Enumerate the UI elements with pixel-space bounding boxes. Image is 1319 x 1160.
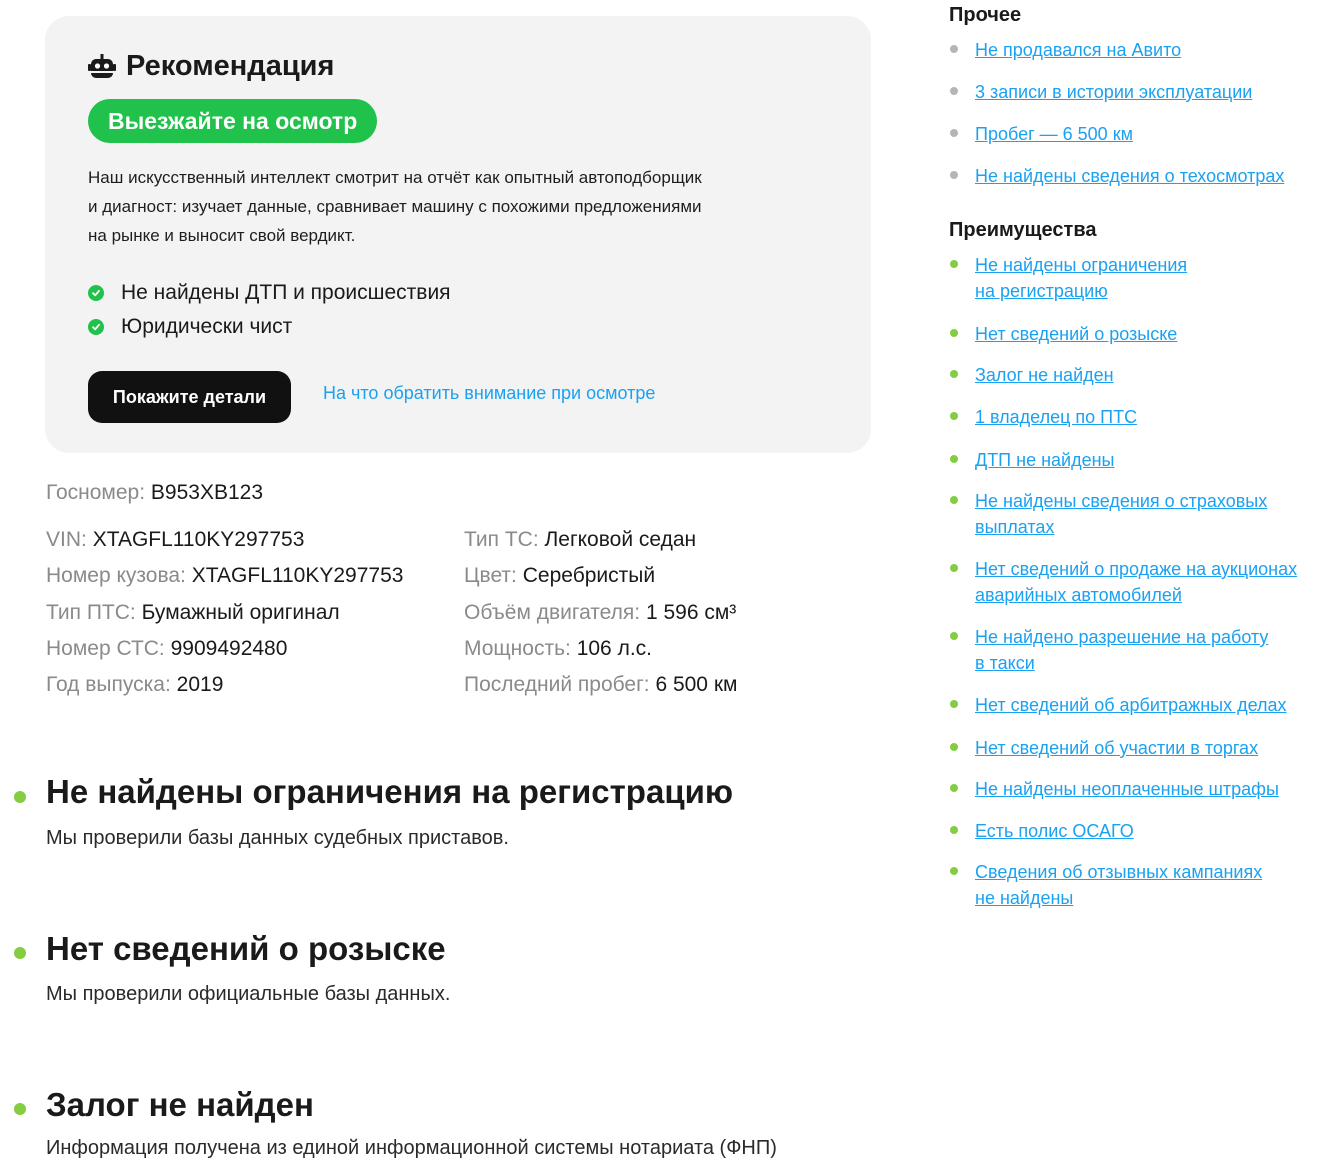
- section-desc-registration: Мы проверили базы данных судебных приставов.: [46, 827, 509, 849]
- sidebar-link-line: Нет сведений о продаже на аукционах: [975, 559, 1298, 579]
- sidebar-link-mileage[interactable]: Пробег — 6 500 км: [975, 124, 1133, 144]
- plate-value: В953ХВ123: [150, 481, 264, 504]
- year-row: [46, 673, 223, 697]
- recommendation-heading: [88, 50, 334, 83]
- sidebar-link-auctions[interactable]: [975, 556, 1297, 608]
- sidebar-bullet: [950, 260, 958, 268]
- check-circle-icon: [88, 319, 104, 335]
- section-desc-wanted: Мы проверили официальные базы данных.: [46, 983, 451, 1005]
- sidebar-bullet: [950, 87, 958, 95]
- section-desc-pledge: Информация получена из единой информационной системы нотариата (ФНП): [46, 1137, 777, 1159]
- color-row: [464, 564, 655, 588]
- check-item-label: Не найдены ДТП и происшествия: [121, 281, 451, 304]
- section-title-registration: Не найдены ограничения на регистрацию: [46, 773, 734, 810]
- field-label: VIN:: [46, 528, 87, 551]
- field-label: Объём двигателя:: [464, 601, 641, 624]
- check-item: [88, 310, 451, 344]
- sidebar-link-line: Не найдены ограничения: [975, 255, 1188, 275]
- sts-number-row: [46, 637, 287, 661]
- section-title-pledge: Залог не найден: [46, 1086, 314, 1123]
- field-value: Бумажный оригинал: [141, 601, 340, 624]
- sidebar-link-osago[interactable]: Есть полис ОСАГО: [975, 821, 1134, 841]
- field-value: 9909492480: [170, 637, 288, 660]
- robot-icon: [88, 53, 116, 81]
- field-label: Тип ПТС:: [46, 601, 136, 624]
- sidebar-link-insurance[interactable]: [975, 488, 1267, 540]
- field-label: Цвет:: [464, 564, 517, 587]
- field-label: Последний пробег:: [464, 673, 650, 696]
- sidebar-link-line: в такси: [975, 653, 1035, 673]
- sidebar-link-line: не найдены: [975, 888, 1074, 908]
- sidebar-link-recalls[interactable]: [975, 859, 1262, 911]
- sidebar-bullet: [950, 412, 958, 420]
- sidebar-link-pledge[interactable]: Залог не найден: [975, 365, 1114, 385]
- sidebar-bullet: [950, 496, 958, 504]
- sidebar-bullet: [950, 743, 958, 751]
- recommendation-card: [45, 16, 871, 453]
- sidebar-bullet: [950, 784, 958, 792]
- sidebar-advantages-heading: Преимущества: [949, 219, 1097, 241]
- field-value: XTAGFL110KY297753: [92, 528, 305, 551]
- description-line: на рынке и выносит свой вердикт.: [88, 226, 356, 245]
- field-value: 106 л.с.: [576, 637, 652, 660]
- sidebar-link-taxi[interactable]: [975, 624, 1268, 676]
- pts-type-row: [46, 601, 340, 625]
- section-bullet: [14, 791, 26, 803]
- sidebar-bullet: [950, 329, 958, 337]
- section-bullet: [14, 947, 26, 959]
- sidebar-bullet: [950, 632, 958, 640]
- field-label: Мощность:: [464, 637, 571, 660]
- description-line: Наш искусственный интеллект смотрит на отчёт как опытный автоподборщик: [88, 168, 702, 187]
- sidebar-link-wanted[interactable]: Нет сведений о розыске: [975, 324, 1178, 344]
- field-label: Год выпуска:: [46, 673, 171, 696]
- check-item-label: Юридически чист: [121, 315, 293, 338]
- sidebar-link-fines[interactable]: Не найдены неоплаченные штрафы: [975, 779, 1279, 799]
- sidebar-link-registration[interactable]: [975, 252, 1187, 304]
- sidebar-link-inspections[interactable]: Не найдены сведения о техосмотрах: [975, 166, 1285, 186]
- body-number-row: [46, 564, 403, 588]
- sidebar-bullet: [950, 171, 958, 179]
- section-title-wanted: Нет сведений о розыске: [46, 930, 446, 967]
- sidebar-link-line: Не найдены сведения о страховых: [975, 491, 1268, 511]
- plate-row: [46, 481, 263, 505]
- field-value: 2019: [176, 673, 224, 696]
- sidebar-bullet: [950, 129, 958, 137]
- sidebar-link-line: на регистрацию: [975, 281, 1108, 301]
- sidebar-link-line: выплатах: [975, 517, 1055, 537]
- recommendation-description: [88, 163, 828, 250]
- sidebar-link-accidents[interactable]: ДТП не найдены: [975, 450, 1115, 470]
- sidebar-bullet: [950, 45, 958, 53]
- field-value: XTAGFL110KY297753: [191, 564, 404, 587]
- section-bullet: [14, 1103, 26, 1115]
- field-label: Тип ТС:: [464, 528, 539, 551]
- sidebar-link-tenders[interactable]: Нет сведений об участии в торгах: [975, 738, 1259, 758]
- sidebar-link-line: аварийных автомобилей: [975, 585, 1182, 605]
- sidebar-link-arbitration[interactable]: Нет сведений об арбитражных делах: [975, 695, 1287, 715]
- sidebar-bullet: [950, 826, 958, 834]
- check-list: [88, 276, 451, 344]
- field-value: Серебристый: [522, 564, 656, 587]
- sidebar-other-heading: Прочее: [949, 4, 1022, 26]
- mileage-row: [464, 673, 737, 697]
- plate-label: Госномер:: [46, 481, 146, 504]
- sidebar-bullet: [950, 700, 958, 708]
- sidebar-link-line: Сведения об отзывных кампаниях: [975, 862, 1263, 882]
- sidebar-bullet: [950, 564, 958, 572]
- vehicle-type-row: [464, 528, 696, 552]
- sidebar-bullet: [950, 370, 958, 378]
- sidebar-bullet: [950, 455, 958, 463]
- sidebar-bullet: [950, 867, 958, 875]
- engine-volume-row: [464, 601, 736, 625]
- field-value: 6 500 км: [655, 673, 738, 696]
- sidebar-link-line: Не найдено разрешение на работу: [975, 627, 1269, 647]
- sidebar-link-history[interactable]: 3 записи в истории эксплуатации: [975, 82, 1253, 102]
- field-label: Номер кузова:: [46, 564, 186, 587]
- check-item: [88, 276, 451, 310]
- field-label: Номер СТС:: [46, 637, 165, 660]
- sidebar-link-avito[interactable]: Не продавался на Авито: [975, 40, 1182, 60]
- recommendation-title: Рекомендация: [126, 50, 335, 82]
- field-value: 1 596 см³: [645, 601, 737, 624]
- vin-row: [46, 528, 304, 552]
- sidebar-link-owners[interactable]: 1 владелец по ПТС: [975, 407, 1138, 427]
- power-row: [464, 637, 652, 661]
- verdict-badge: Выезжайте на осмотр: [88, 99, 377, 143]
- inspection-tips-link[interactable]: На что обратить внимание при осмотре: [323, 383, 656, 403]
- field-value: Легковой седан: [544, 528, 697, 551]
- description-line: и диагност: изучает данные, сравнивает машину с похожими предложениями: [88, 197, 702, 216]
- show-details-button[interactable]: Покажите детали: [88, 371, 291, 423]
- check-circle-icon: [88, 285, 104, 301]
